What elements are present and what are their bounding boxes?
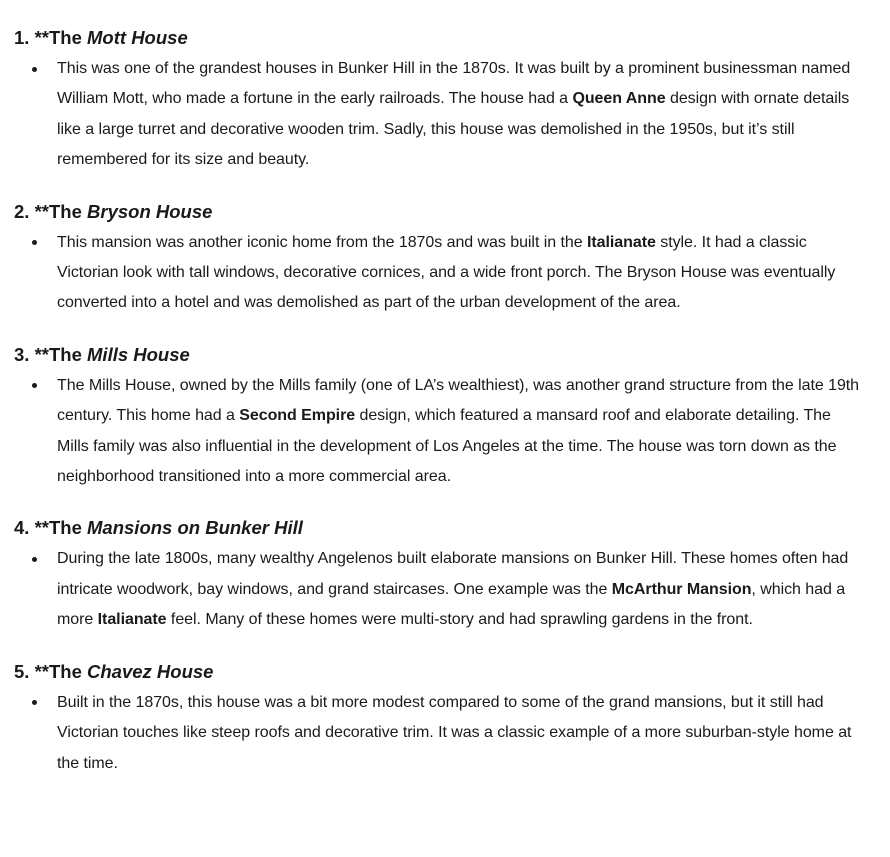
house-number: 5.: [14, 660, 30, 682]
text-segment: design with ornate details like a large turret and decorative wooden trim. Sadly, this house was demolished in the 1950s, but it’s still remembered for its size and beauty.: [57, 90, 850, 169]
house-description: [14, 228, 860, 319]
bold-text-segment: Second Empire: [239, 407, 356, 425]
text-segment: The Mills House, owned by the Mills family (one of LA’s wealthiest), was another grand structure from the late 19th century. This home had a: [57, 376, 860, 425]
house-heading: [14, 660, 860, 684]
house-name: Mott House: [87, 27, 188, 48]
text-segment: feel. Many of these homes were multi-story and had sprawling gardens in the front.: [166, 611, 753, 629]
house-list: [14, 26, 860, 779]
house-bullet-list: [14, 688, 860, 779]
house-list-item: [14, 343, 860, 493]
house-list-item: [14, 200, 860, 319]
text-segment: Built in the 1870s, this house was a bit more modest compared to some of the grand mansions, but it still had Victorian touches like steep roofs and decorative trim. It was a classic example of a more suburban-style home at the time.: [57, 693, 852, 772]
text-segment: This mansion was another iconic home from the 1870s and was built in the: [57, 233, 587, 251]
text-segment: design, which featured a mansard roof and elaborate detailing. The Mills family was also influential in the development of Los Angeles at the time. The house was torn down as the neighborhood transitioned into a more commercial area.: [57, 407, 837, 486]
house-description: [14, 371, 860, 493]
house-heading: [14, 343, 860, 367]
house-heading: [14, 516, 860, 540]
text-segment: This was one of the grandest houses in Bunker Hill in the 1870s. It was built by a prominent businessman named William Mott, who made a fortune in the early railroads. The house had a: [57, 60, 851, 108]
heading-prefix: **The: [29, 517, 88, 539]
bold-text-segment: McArthur Mansion: [611, 580, 752, 598]
house-number: 3.: [14, 343, 30, 365]
house-description: [14, 544, 860, 635]
house-name: Mills House: [87, 343, 190, 365]
heading-prefix: **The: [29, 343, 88, 365]
house-list-item: [14, 516, 860, 635]
text-segment: During the late 1800s, many wealthy Angelenos built elaborate mansions on Bunker Hill. These homes often had intricate woodwork, bay windows, and grand staircases. One example was the: [57, 550, 849, 598]
house-number: 1.: [14, 27, 30, 48]
house-list-item: [14, 26, 860, 176]
house-bullet-list: [14, 371, 860, 493]
heading-prefix: **The: [29, 660, 88, 682]
text-segment: style. It had a classic Victorian look with tall windows, decorative cornices, and a wide front porch. The Bryson House was eventually converted into a hotel and was demolished as part of the urban development of the area.: [57, 233, 836, 312]
house-bullet-list: [14, 228, 860, 319]
house-bullet-list: [14, 54, 860, 176]
house-bullet-list: [14, 544, 860, 635]
house-number: 4.: [14, 517, 30, 539]
house-heading: [14, 26, 860, 50]
house-name: Chavez House: [87, 660, 214, 682]
house-list-item: [14, 660, 860, 779]
text-segment: , which had a more: [57, 580, 846, 629]
bold-text-segment: Italianate: [586, 233, 656, 251]
house-description: [14, 54, 860, 176]
house-description: [14, 688, 860, 779]
bold-text-segment: Italianate: [97, 611, 167, 629]
heading-prefix: **The: [29, 200, 88, 222]
house-name: Bryson House: [87, 200, 213, 222]
heading-prefix: **The: [29, 27, 88, 48]
house-heading: [14, 200, 860, 224]
house-name: Mansions on Bunker Hill: [87, 517, 303, 539]
house-number: 2.: [14, 200, 30, 222]
bold-text-segment: Queen Anne: [572, 90, 666, 108]
